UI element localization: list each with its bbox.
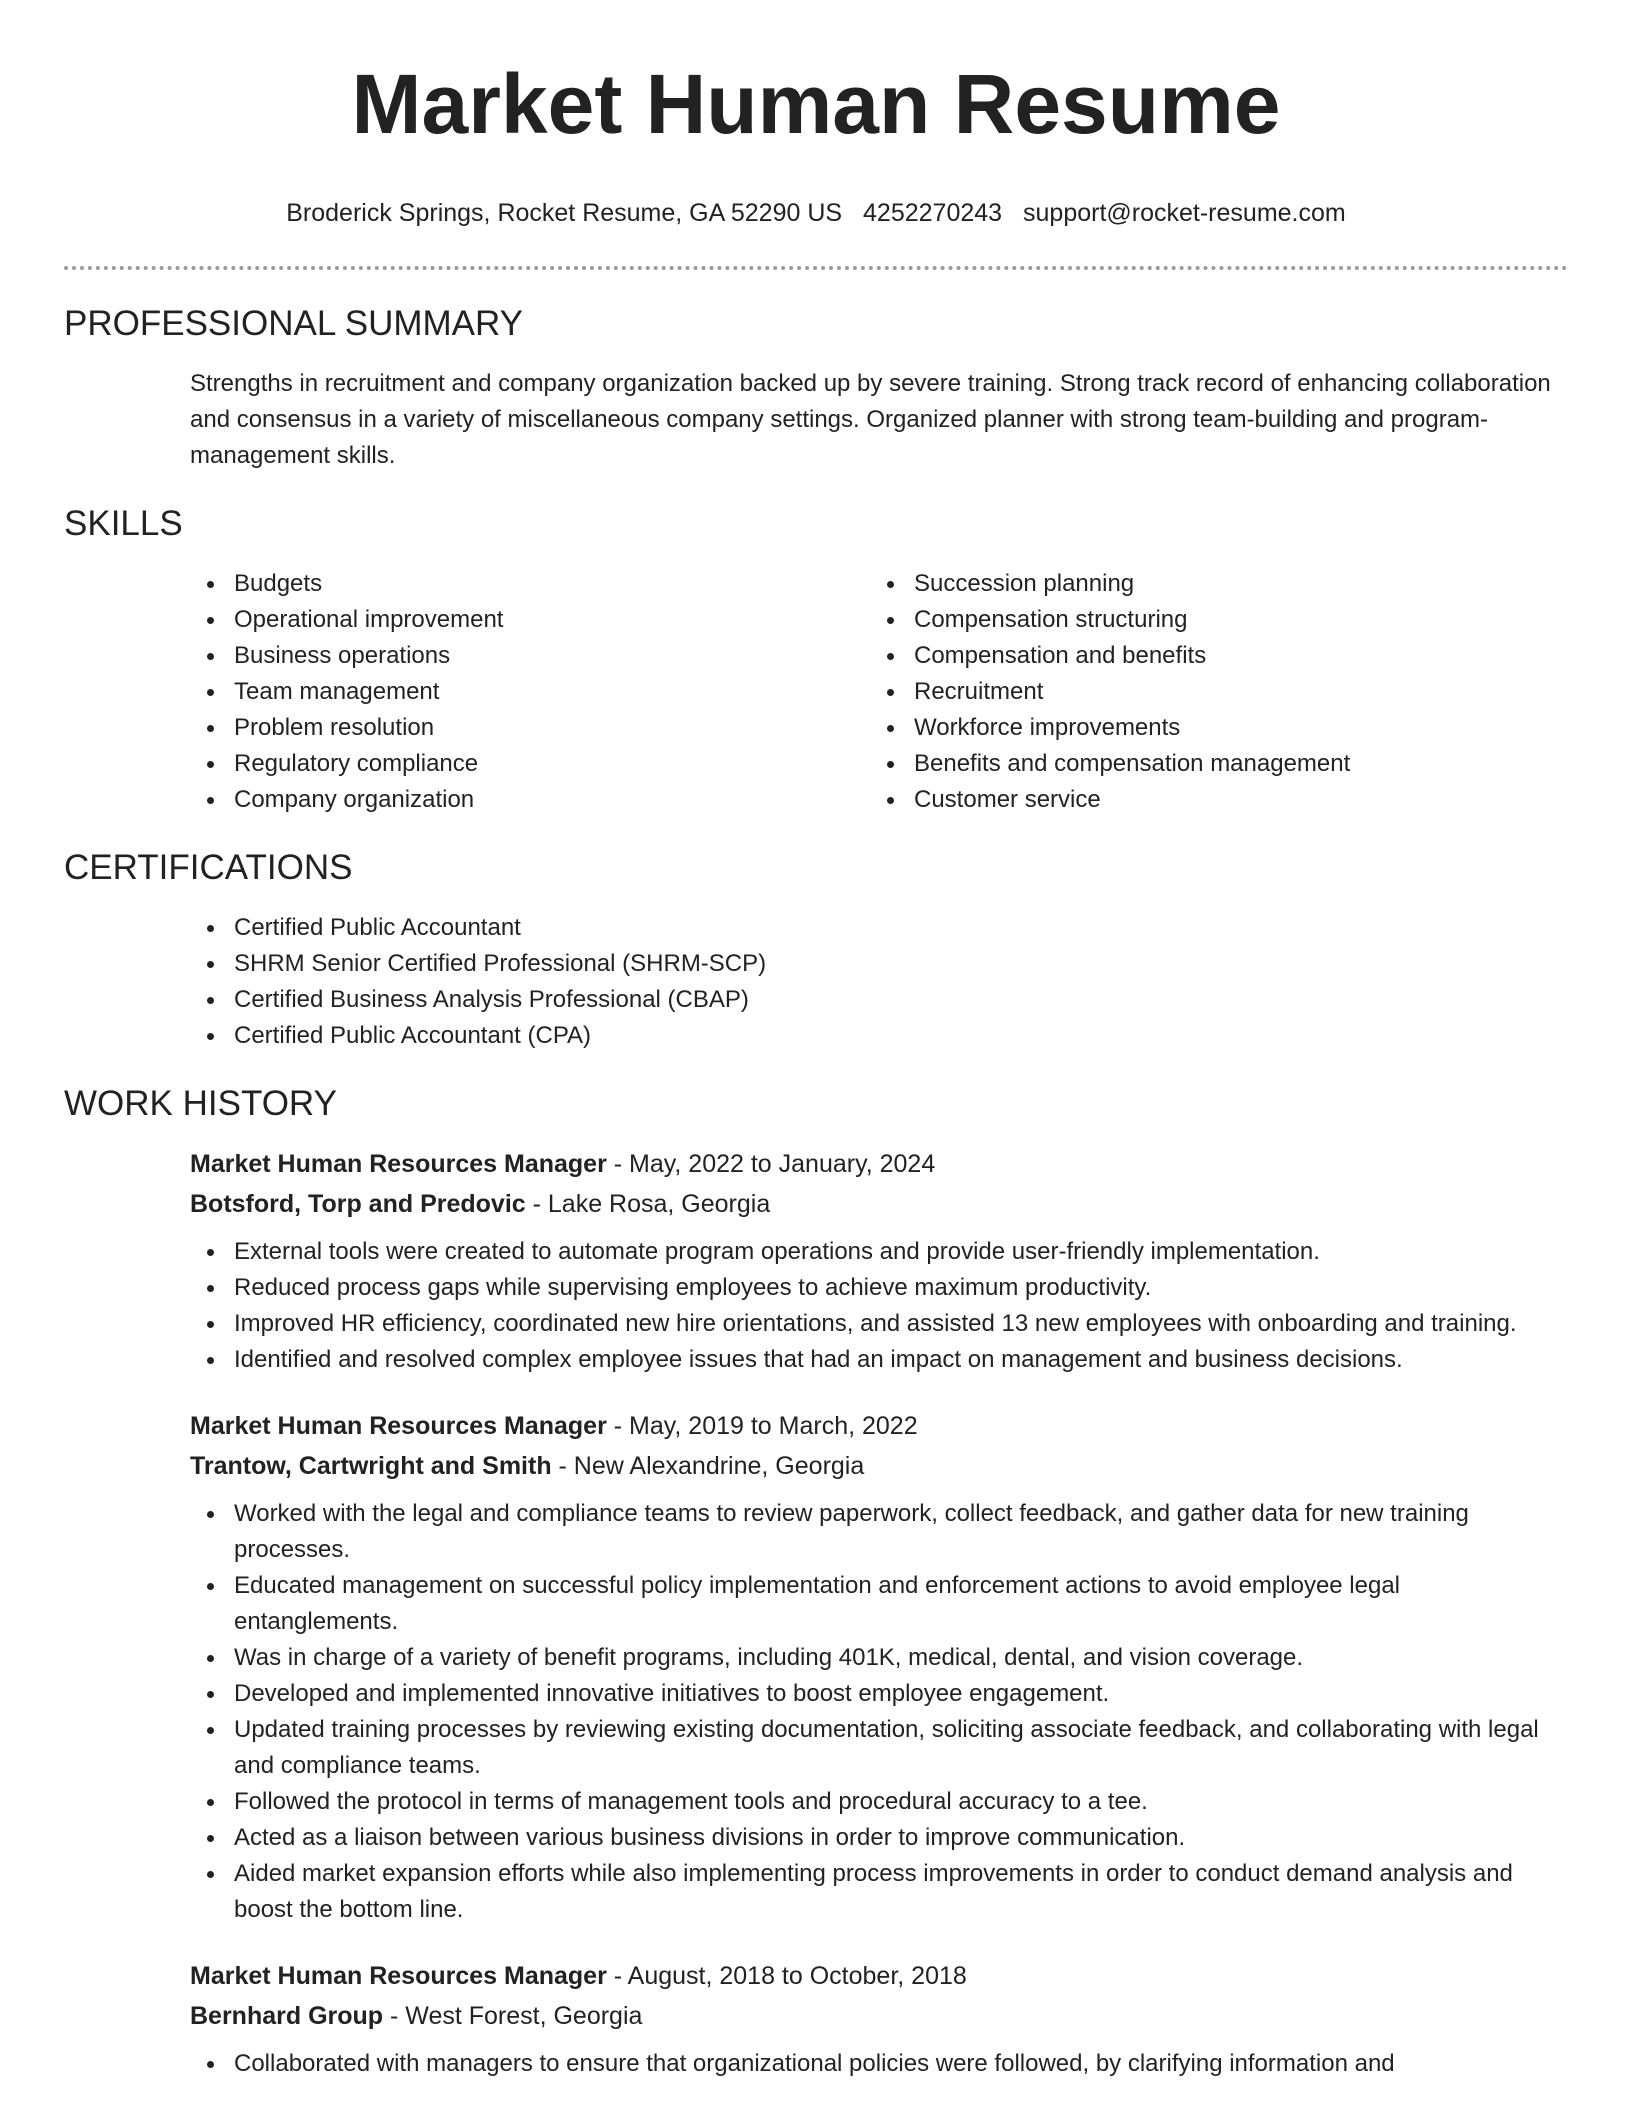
job-bullet: Was in charge of a variety of benefit programs, including 401K, medical, dental, and vision coverage. (190, 1640, 1568, 1676)
job-role: Market Human Resources Manager (190, 1150, 607, 1178)
job-dates: - May, 2022 to January, 2024 (606, 1150, 936, 1178)
job-company: Botsford, Torp and Predovic (190, 1190, 526, 1218)
job-role: Market Human Resources Manager (190, 1412, 607, 1440)
job-title-line (190, 1406, 1568, 1446)
skill-item: Workforce improvements (870, 710, 1550, 746)
skills-column-left (190, 566, 870, 818)
job-company-line (190, 1996, 1568, 2036)
job-bullet: Educated management on successful policy implementation and enforcement actions to avoid employee legal entanglements. (190, 1568, 1568, 1640)
job-bullet: Identified and resolved complex employee issues that had an impact on management and business decisions. (190, 1342, 1568, 1378)
certifications-heading: CERTIFICATIONS (64, 848, 353, 887)
job-entry (190, 1406, 1568, 1928)
certification-item: Certified Business Analysis Professional (CBAP) (190, 982, 1568, 1018)
skills-column-right (870, 566, 1550, 818)
certification-item: Certified Public Accountant (CPA) (190, 1018, 1568, 1054)
contact-line (64, 198, 1568, 228)
header-divider (64, 266, 1568, 270)
job-dates: - August, 2018 to October, 2018 (606, 1962, 967, 1990)
job-bullet: Reduced process gaps while supervising employees to achieve maximum productivity. (190, 1270, 1568, 1306)
job-location: - Lake Rosa, Georgia (525, 1190, 771, 1218)
skill-item: Regulatory compliance (190, 746, 870, 782)
job-title-line (190, 1144, 1568, 1184)
skill-item: Business operations (190, 638, 870, 674)
summary-text: Strengths in recruitment and company organization backed up by severe training. Strong track record of enhancing collaboration and consensus in a variety of miscellaneous company settings. Organized planner with strong team-building and program-management skills. (190, 370, 1551, 469)
contact-address: Broderick Springs, Rocket Resume, GA 52290 US (286, 199, 843, 227)
job-company: Trantow, Cartwright and Smith (190, 1452, 552, 1480)
job-company-line (190, 1446, 1568, 1486)
summary-heading: PROFESSIONAL SUMMARY (64, 304, 523, 343)
job-entry (190, 1144, 1568, 1378)
job-location: - New Alexandrine, Georgia (551, 1452, 865, 1480)
certifications-section (64, 848, 1568, 1054)
skill-item: Operational improvement (190, 602, 870, 638)
job-bullet: Acted as a liaison between various business divisions in order to improve communication. (190, 1820, 1568, 1856)
job-bullet: Followed the protocol in terms of management tools and procedural accuracy to a tee. (190, 1784, 1568, 1820)
job-location: - West Forest, Georgia (383, 2002, 643, 2030)
resume-page (64, 0, 1568, 2082)
skills-section (64, 504, 1568, 818)
work-history-section (64, 1084, 1568, 2082)
skill-item: Team management (190, 674, 870, 710)
job-entry (190, 1956, 1568, 2082)
job-bullet: Aided market expansion efforts while also implementing process improvements in order to conduct demand analysis and boost the bottom line. (190, 1856, 1568, 1928)
job-role: Market Human Resources Manager (190, 1962, 607, 1990)
job-bullet: Updated training processes by reviewing existing documentation, soliciting associate feedback, and collaborating with legal and compliance teams. (190, 1712, 1568, 1784)
job-dates: - May, 2019 to March, 2022 (606, 1412, 918, 1440)
certification-item: SHRM Senior Certified Professional (SHRM-SCP) (190, 946, 1568, 982)
skill-item: Succession planning (870, 566, 1550, 602)
job-bullet: External tools were created to automate program operations and provide user-friendly implementation. (190, 1234, 1568, 1270)
skill-item: Compensation structuring (870, 602, 1550, 638)
job-bullet: Collaborated with managers to ensure that organizational policies were followed, by clarifying information and (190, 2046, 1568, 2082)
job-company-line (190, 1184, 1568, 1224)
skill-item: Benefits and compensation management (870, 746, 1550, 782)
summary-section (64, 304, 1568, 474)
resume-name: Market Human Resume (351, 57, 1281, 151)
skill-item: Recruitment (870, 674, 1550, 710)
skill-item: Company organization (190, 782, 870, 818)
skills-heading: SKILLS (64, 504, 183, 543)
skill-item: Compensation and benefits (870, 638, 1550, 674)
work-history-heading: WORK HISTORY (64, 1084, 337, 1123)
job-company: Bernhard Group (190, 2002, 384, 2030)
job-title-line (190, 1956, 1568, 1996)
job-bullet: Worked with the legal and compliance teams to review paperwork, collect feedback, and gather data for new training processes. (190, 1496, 1568, 1568)
skill-item: Problem resolution (190, 710, 870, 746)
job-bullet: Improved HR efficiency, coordinated new hire orientations, and assisted 13 new employees with onboarding and training. (190, 1306, 1568, 1342)
skill-item: Customer service (870, 782, 1550, 818)
job-bullet: Developed and implemented innovative initiatives to boost employee engagement. (190, 1676, 1568, 1712)
skill-item: Budgets (190, 566, 870, 602)
contact-email: support@rocket-resume.com (1023, 199, 1346, 227)
contact-phone: 4252270243 (863, 199, 1003, 227)
certification-item: Certified Public Accountant (190, 910, 1568, 946)
